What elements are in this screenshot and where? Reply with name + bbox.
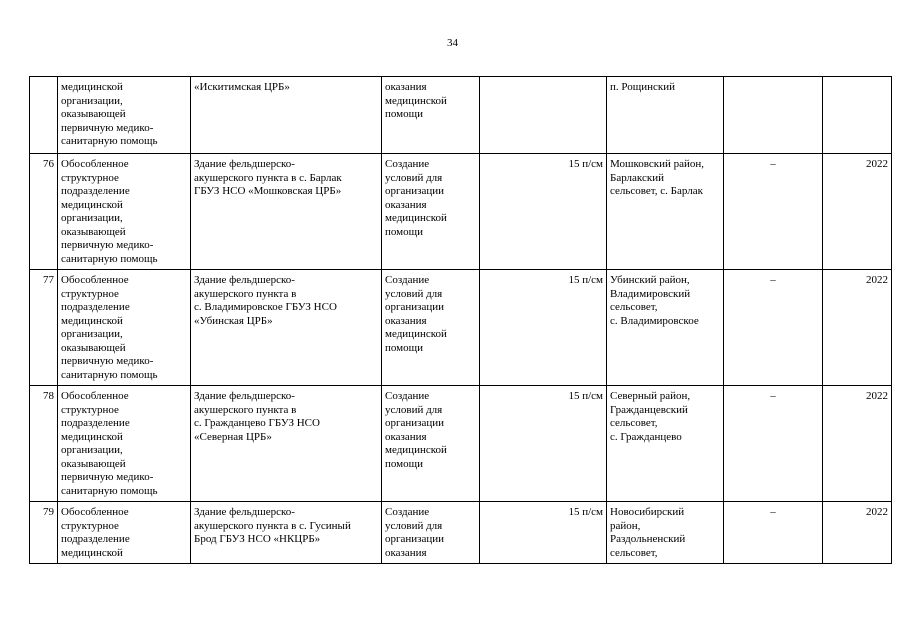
row-number-cell: 76 [30,154,58,270]
purpose-cell [382,502,480,564]
object-cell-line: Здание фельдшерско- [194,158,295,170]
object-cell-line: с. Владимировское ГБУЗ НСО [194,301,337,313]
purpose-cell-line: помощи [385,108,423,120]
purpose-cell-line: условий для [385,287,443,300]
purpose-cell-line: медицинской [385,212,447,224]
facility-name-cell-line: медицинской [61,430,123,443]
capacity-cell: 15 п/см [480,270,607,386]
empty-value-cell: – [724,502,823,564]
purpose-cell-line: оказания [385,314,427,327]
facility-name-cell-line: подразделение [61,185,130,197]
location-cell [607,154,724,270]
facility-name-cell-line: структурное [61,519,119,532]
facility-name-cell-line: организации, [61,328,123,340]
capacity-cell: 15 п/см [480,502,607,564]
location-cell-line: район, [610,519,641,532]
empty-value-cell: – [724,270,823,386]
object-cell-line: ГБУЗ НСО «Мошковская ЦРБ» [194,185,342,197]
object-cell-line: Здание фельдшерско- [194,274,295,286]
purpose-cell-line: оказания [385,430,427,443]
facility-name-cell-line: оказывающей [61,225,126,238]
object-cell-line: акушерского пункта в [194,287,297,300]
facility-name-cell-line: структурное [61,171,119,184]
capacity-cell [480,77,607,154]
year-cell: 2022 [823,502,892,564]
facility-name-cell-line: медицинской [61,81,123,93]
facility-name-cell-line: Обособленное [61,158,129,170]
purpose-cell-line: условий для [385,519,443,532]
location-cell-line: Барлакский [610,171,664,184]
facility-name-cell-line: Обособленное [61,390,129,402]
purpose-cell [382,386,480,502]
facility-name-cell-line: Обособленное [61,506,129,518]
purpose-cell-line: медицинской [385,328,447,340]
object-cell [191,502,382,564]
object-cell [191,154,382,270]
page-number: 34 [447,37,458,49]
facility-name-cell-line: организации, [61,444,123,456]
purpose-cell-line: организации [385,533,445,545]
location-cell-line: сельсовет, [610,546,658,559]
object-cell-line: Здание фельдшерско- [194,390,295,402]
purpose-cell-line: оказания [385,198,427,211]
facility-name-cell-line: подразделение [61,533,130,545]
row-number-cell [30,77,58,154]
purpose-cell-line: оказания [385,546,427,559]
purpose-cell-line: медицинской [385,94,447,107]
object-cell-line: «Убинская ЦРБ» [194,314,273,327]
table-row [30,386,892,502]
location-cell [607,270,724,386]
object-cell [191,386,382,502]
facility-name-cell-line: подразделение [61,417,130,429]
facility-name-cell [58,386,191,502]
facility-name-cell-line: Обособленное [61,274,129,286]
row-number-cell: 79 [30,502,58,564]
facility-name-cell-line: оказывающей [61,457,126,470]
location-cell-line: Северный район, [610,390,691,402]
facility-name-cell-line: организации, [61,212,123,224]
table-row [30,154,892,270]
location-cell-line: Раздольненский [610,533,686,545]
object-cell-line: с. Гражданцево ГБУЗ НСО [194,417,320,429]
object-cell-line: акушерского пункта в [194,403,297,416]
purpose-cell [382,270,480,386]
facility-name-cell-line: медицинской [61,314,123,327]
facility-name-cell [58,154,191,270]
location-cell-line: с. Гражданцево [610,430,682,443]
capacity-cell: 15 п/см [480,386,607,502]
empty-value-cell [724,77,823,154]
purpose-cell-line: медицинской [385,444,447,456]
object-cell-line: акушерского пункта в с. Барлак [194,171,342,184]
facility-name-cell [58,77,191,154]
location-cell-line: Новосибирский [610,506,685,518]
purpose-cell-line: Создание [385,274,430,286]
facility-name-cell-line: подразделение [61,301,130,313]
location-cell [607,502,724,564]
purpose-cell-line: помощи [385,225,423,238]
location-cell [607,386,724,502]
facility-name-cell [58,270,191,386]
facilities-table [29,76,892,564]
object-cell-line: Брод ГБУЗ НСО «НКЦРБ» [194,533,321,545]
table-row [30,270,892,386]
facility-name-cell-line: структурное [61,403,119,416]
location-cell-line: сельсовет, [610,301,658,313]
location-cell-line: Убинский район, [610,274,690,286]
purpose-cell-line: организации [385,417,445,429]
facility-name-cell-line: санитарную помощь [61,252,158,265]
purpose-cell-line: помощи [385,341,423,354]
object-cell-line: «Искитимская ЦРБ» [194,81,290,93]
purpose-cell-line: условий для [385,403,443,416]
empty-value-cell: – [724,154,823,270]
row-number-cell: 77 [30,270,58,386]
purpose-cell-line: помощи [385,457,423,470]
location-cell [607,77,724,154]
facility-name-cell-line: оказывающей [61,108,126,120]
location-cell-line: Владимировский [610,287,691,300]
facility-name-cell-line: санитарную помощь [61,368,158,381]
facility-name-cell-line: первичную медико- [61,355,154,367]
empty-value-cell: – [724,386,823,502]
object-cell-line: Здание фельдшерско- [194,506,295,518]
location-cell-line: сельсовет, [610,417,658,429]
year-cell: 2022 [823,154,892,270]
purpose-cell-line: Создание [385,506,430,518]
purpose-cell-line: организации [385,185,445,197]
facility-name-cell-line: оказывающей [61,341,126,354]
location-cell-line: Гражданцевский [610,403,688,416]
location-cell-line: Мошковский район, [610,158,705,170]
facility-name-cell-line: первичную медико- [61,471,154,483]
row-number-cell: 78 [30,386,58,502]
location-cell-line: сельсовет, с. Барлак [610,185,703,197]
facility-name-cell-line: медицинской [61,198,123,211]
year-cell: 2022 [823,270,892,386]
purpose-cell-line: условий для [385,171,443,184]
facility-name-cell-line: структурное [61,287,119,300]
year-cell: 2022 [823,386,892,502]
object-cell [191,270,382,386]
year-cell [823,77,892,154]
table-row [30,502,892,564]
capacity-cell: 15 п/см [480,154,607,270]
facility-name-cell-line: первичную медико- [61,239,154,251]
purpose-cell-line: оказания [385,81,427,93]
facility-name-cell [58,502,191,564]
object-cell-line: акушерского пункта в с. Гусиный [194,519,351,532]
location-cell-line: п. Рощинский [610,81,675,93]
purpose-cell [382,77,480,154]
facility-name-cell-line: санитарную помощь [61,484,158,497]
object-cell [191,77,382,154]
facility-name-cell-line: медицинской [61,546,123,559]
object-cell-line: «Северная ЦРБ» [194,430,272,443]
facility-name-cell-line: санитарную помощь [61,135,158,147]
purpose-cell [382,154,480,270]
facility-name-cell-line: первичную медико- [61,121,154,134]
purpose-cell-line: Создание [385,390,430,402]
table-row [30,77,892,154]
purpose-cell-line: Создание [385,158,430,170]
location-cell-line: с. Владимировское [610,314,699,327]
purpose-cell-line: организации [385,301,445,313]
facility-name-cell-line: организации, [61,94,123,107]
